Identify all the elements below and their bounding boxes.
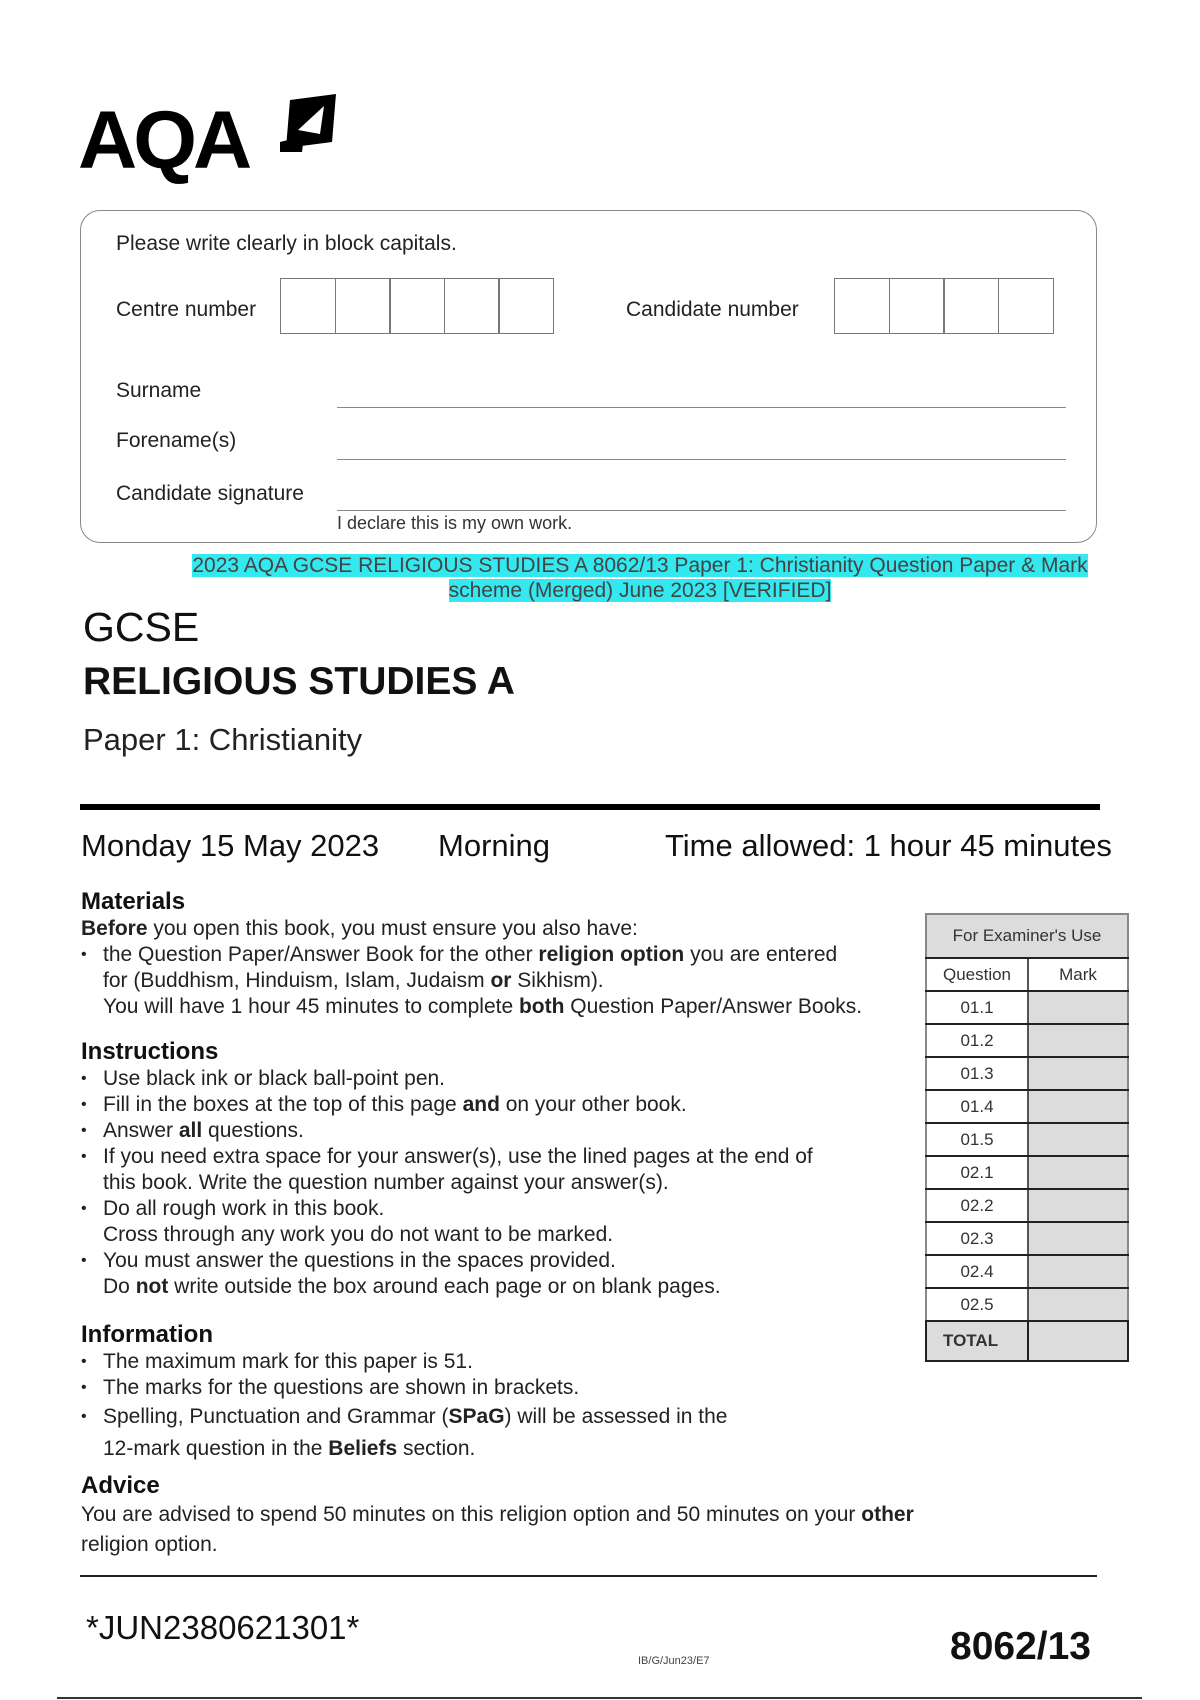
list-item: • Fill in the boxes at the top of this page and on your other book. [81,1092,921,1118]
mark-cell[interactable] [1028,1090,1128,1123]
list-item: • You must answer the questions in the spaces provided. Do not write outside the box around each page or on blank pages. [81,1248,921,1300]
instructions-list [81,1066,921,1300]
aqa-logo: AQA [78,95,249,186]
table-row: 02.2 [926,1189,1128,1222]
exam-date: Monday 15 May 2023 [81,828,380,863]
mark-cell[interactable] [1028,1255,1128,1288]
time-allowed: Time allowed: 1 hour 45 minutes [665,828,1112,863]
mark-cell[interactable] [1028,1189,1128,1222]
mark-cell[interactable] [1028,1057,1128,1090]
mark-column-header: Mark [1028,958,1128,991]
exam-session: Morning [438,828,550,863]
page-bottom-rule [57,1697,1142,1699]
centre-digit-box[interactable] [335,278,391,334]
materials-intro: Before you open this book, you must ensure you also have: [81,917,638,940]
candidate-digit-box[interactable] [834,278,890,334]
declaration-text: I declare this is my own work. [337,513,573,533]
table-row: 02.3 [926,1222,1128,1255]
surname-field[interactable] [337,407,1066,408]
candidate-digit-box[interactable] [998,278,1054,334]
signature-field[interactable] [337,510,1066,511]
candidate-number-label: Candidate number [626,298,799,321]
mark-cell[interactable] [1028,991,1128,1024]
materials-section [81,888,921,1020]
table-row: 01.2 [926,1024,1128,1057]
document-title-banner [150,553,1130,603]
advice-text: You are advised to spend 50 minutes on this religion option and 50 minutes on your other religion option. [81,1503,914,1556]
information-heading: Information [81,1321,213,1348]
instructions-section [81,1038,921,1300]
subject-title: RELIGIOUS STUDIES A [83,660,515,703]
centre-digit-box[interactable] [444,278,500,334]
total-label: TOTAL [926,1321,1028,1361]
list-item: • The maximum mark for this paper is 51. [81,1349,921,1375]
mark-cell[interactable] [1028,1288,1128,1321]
table-row: 02.5 [926,1288,1128,1321]
table-row: 02.4 [926,1255,1128,1288]
signature-label: Candidate signature [116,482,304,505]
examiners-use-table [925,913,1129,1362]
examiners-use-title: For Examiner's Use [926,914,1128,958]
footer-divider [80,1575,1097,1577]
mark-cell[interactable] [1028,1222,1128,1255]
mark-cell[interactable] [1028,1024,1128,1057]
advice-section [81,1472,981,1560]
table-row: 01.1 [926,991,1128,1024]
materials-heading: Materials [81,888,186,915]
candidate-digit-box[interactable] [943,278,999,334]
title-divider [80,804,1100,810]
total-row [926,1321,1128,1361]
question-column-header: Question [926,958,1028,991]
instructions-heading: Instructions [81,1038,219,1065]
advice-heading: Advice [81,1472,160,1499]
list-item: • The marks for the questions are shown in brackets. [81,1375,921,1401]
mark-cell[interactable] [1028,1123,1128,1156]
list-item: • If you need extra space for your answer(s), use the lined pages at the end of this book. Write the question number against your answer(s). [81,1144,921,1196]
list-item: • the Question Paper/Answer Book for the other religion option you are entered for (Buddhism, Hinduism, Islam, Judaism or Sikhism). You will have 1 hour 45 minutes to complete both Question Paper/Answer Books. [81,942,921,1020]
centre-digit-box[interactable] [389,278,445,334]
list-item: • Spelling, Punctuation and Grammar (SPaG) will be assessed in the 12-mark question in the Beliefs section. [81,1401,921,1465]
centre-number-boxes[interactable] [280,278,554,334]
paper-title: Paper 1: Christianity [83,722,363,757]
materials-list [81,942,921,1020]
candidate-digit-box[interactable] [889,278,945,334]
centre-number-label: Centre number [116,298,257,321]
reference-code: IB/G/Jun23/E7 [638,1655,710,1667]
list-item: • Use black ink or black ball-point pen. [81,1066,921,1092]
banner-line-2: scheme (Merged) June 2023 [VERIFIED] [448,579,832,602]
qualification-level: GCSE [83,604,200,650]
list-item: • Answer all questions. [81,1118,921,1144]
table-row: 01.3 [926,1057,1128,1090]
block-capitals-instruction: Please write clearly in block capitals. [116,232,457,255]
list-item: • Do all rough work in this book. Cross through any work you do not want to be marked. [81,1196,921,1248]
candidate-number-boxes[interactable] [834,278,1054,334]
surname-label: Surname [116,379,202,402]
forenames-label: Forename(s) [116,429,237,452]
forenames-field[interactable] [337,459,1066,460]
centre-digit-box[interactable] [498,278,554,334]
table-row: 01.5 [926,1123,1128,1156]
centre-digit-box[interactable] [280,278,336,334]
information-list [81,1349,921,1465]
table-row: 02.1 [926,1156,1128,1189]
barcode-text: *JUN2380621301* [86,1609,360,1646]
mark-cell[interactable] [1028,1156,1128,1189]
table-row: 01.4 [926,1090,1128,1123]
banner-line-1: 2023 AQA GCSE RELIGIOUS STUDIES A 8062/13 Paper 1: Christianity Question Paper & Mark [192,554,1088,577]
aqa-logo-mark-icon [280,92,338,152]
information-section [81,1321,921,1465]
paper-code: 8062/13 [950,1625,1091,1668]
total-mark-cell[interactable] [1028,1321,1128,1361]
